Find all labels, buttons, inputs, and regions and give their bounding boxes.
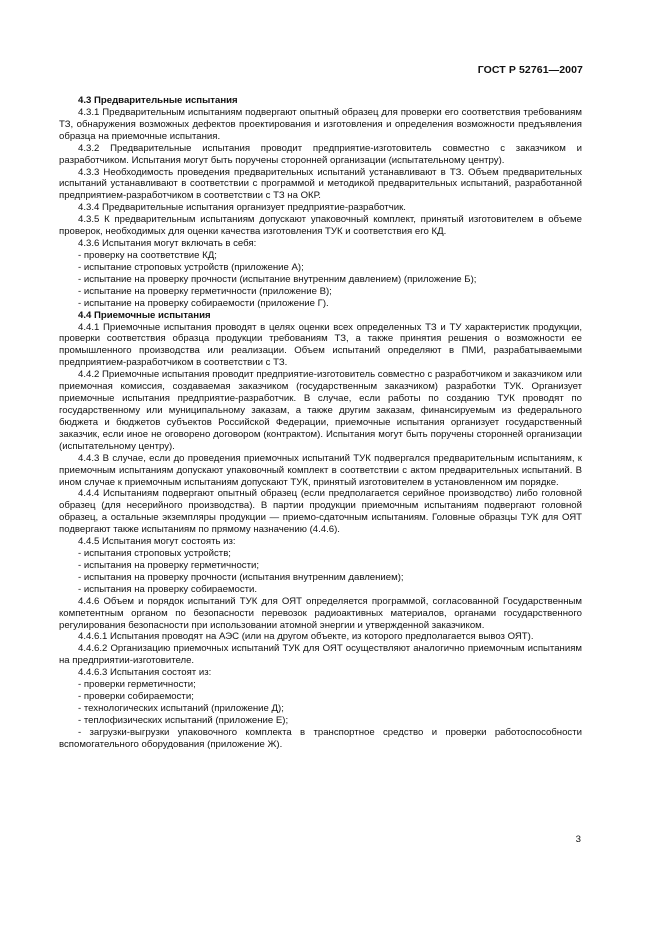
page-number: 3: [575, 834, 581, 845]
list-item: - проверку на соответствие КД;: [78, 249, 217, 261]
paragraph: 4.4.4 Испытаниям подвергают опытный образец (если предполагается серийное производство) либо головной образец (для несерийного производства). В партии продукции приемочным испытаниям подвергают головной образец, а остальные экземпляры продукции — приемо-сдаточным испытаниям. Головные образцы ТУК для ОЯТ подвергают также испытаниям по прямому назначению (4.4.6).: [59, 488, 582, 536]
list-item: - испытание на проверку прочности (испытание внутренним давлением) (приложение Б);: [78, 273, 477, 285]
list-item: - испытание на проверку герметичности (приложение В);: [78, 285, 332, 297]
list-item: - испытание на проверку собираемости (приложение Г).: [78, 297, 329, 309]
paragraph: 4.3.2 Предварительные испытания проводит предприятие-изготовитель совместно с заказчиком и разработчиком. Испытания могут быть поручены сторонней организации (испытательному центру).: [59, 142, 582, 166]
paragraph: 4.4.2 Приемочные испытания проводит предприятие-изготовитель совместно с разработчиком и заказчиком или приемочная комиссия, создаваемая заказчиком (государственным заказчиком) разработки ТУК. Организует приемочные испытания предприятие-разработчик. В случае, если работы по созданию ТУК проводят по государственному или муниципальному заказам, а также другим заказам, финансируемым из федерального бюджета и бюджетов субъектов Российской Федерации, приемочные испытания организует государственный заказчик, если иное не оговорено договором (контрактом). Испытания могут быть поручены сторонней организации (испытательному центру).: [59, 369, 582, 452]
paragraph: 4.4.6.3 Испытания состоят из:: [78, 667, 212, 679]
document-header-title: ГОСТ Р 52761—2007: [477, 64, 583, 76]
paragraph: 4.3.1 Предварительным испытаниям подвергают опытный образец для проверки его соответствия требованиям ТЗ, обнаружения возможных дефектов проектирования и изготовления и определения возможности предъявления образца на приемочные испытания.: [59, 106, 582, 142]
list-item: - испытания на проверку герметичности;: [78, 559, 260, 571]
list-item: - испытания на проверку прочности (испытания внутренним давлением);: [78, 571, 404, 583]
paragraph: 4.3.5 К предварительным испытаниям допускают упаковочный комплект, принятый изготовителем в объеме проверок, необходимых для оценки качества изготовления ТУК и соответствия его КД.: [59, 214, 582, 238]
document-body: [59, 95, 582, 751]
list-item: - загрузки-выгрузки упаковочного комплекта в транспортное средство и проверки работоспособности вспомогательного оборудования (приложение Ж).: [59, 726, 582, 750]
list-item: - технологических испытаний (приложение Д);: [78, 703, 284, 715]
paragraph: 4.3.6 Испытания могут включать в себя:: [78, 238, 257, 250]
list-item: - проверки собираемости;: [78, 691, 194, 703]
paragraph: 4.4.6.1 Испытания проводят на АЭС (или на другом объекте, из которого предполагается вывоз ОЯТ).: [78, 631, 534, 643]
paragraph: 4.3.4 Предварительные испытания организует предприятие-разработчик.: [78, 202, 406, 214]
list-item: - проверки герметичности;: [78, 679, 196, 691]
paragraph: 4.3.3 Необходимость проведения предварительных испытаний устанавливают в ТЗ. Объем предварительных испытаний устанавливают в соответствии с программой и методикой предварительных испытаний, разработанной предприятием-разработчиком в соответствии с ТЗ на ОКР.: [59, 166, 582, 202]
paragraph: 4.4.6 Объем и порядок испытаний ТУК для ОЯТ определяется программой, согласованной Государственным компетентным органом по безопасности перевозок радиоактивных материалов, органами государственного регулирования безопасности при использовании атомной энергии и утвержденной заказчиком.: [59, 595, 582, 631]
paragraph: 4.4.5 Испытания могут состоять из:: [78, 536, 236, 548]
paragraph: 4.4.3 В случае, если до проведения приемочных испытаний ТУК подвергался предварительным испытаниям, к приемочным испытаниям допускают упаковочный комплект в соответствии с актом предварительных испытаний. В ином случае к приемочным испытаниям допускают ТУК, принятый изготовителем в установленном им порядке.: [59, 452, 582, 488]
list-item: - испытания на проверку собираемости.: [78, 583, 258, 595]
paragraph: 4.4.1 Приемочные испытания проводят в целях оценки всех определенных ТЗ и ТУ характеристик продукции, проверки соответствия образца продукции требованиям ТЗ, а также принятия решения о возможности ее промышленного производства или реализации. Объем испытаний определяют в ПМИ, разрабатываемыми предприятием-разработчиком в соответствии с ТЗ.: [59, 321, 582, 369]
list-item: - испытания строповых устройств;: [78, 548, 231, 560]
section-heading: 4.4 Приемочные испытания: [78, 309, 211, 321]
section-heading: 4.3 Предварительные испытания: [78, 95, 238, 106]
list-item: - теплофизических испытаний (приложение Е);: [78, 714, 289, 726]
list-item: - испытание строповых устройств (приложение А);: [78, 261, 304, 273]
paragraph: 4.4.6.2 Организацию приемочных испытаний ТУК для ОЯТ осуществляют аналогично приемочным испытаниям на предприятии-изготовителе.: [59, 643, 582, 667]
